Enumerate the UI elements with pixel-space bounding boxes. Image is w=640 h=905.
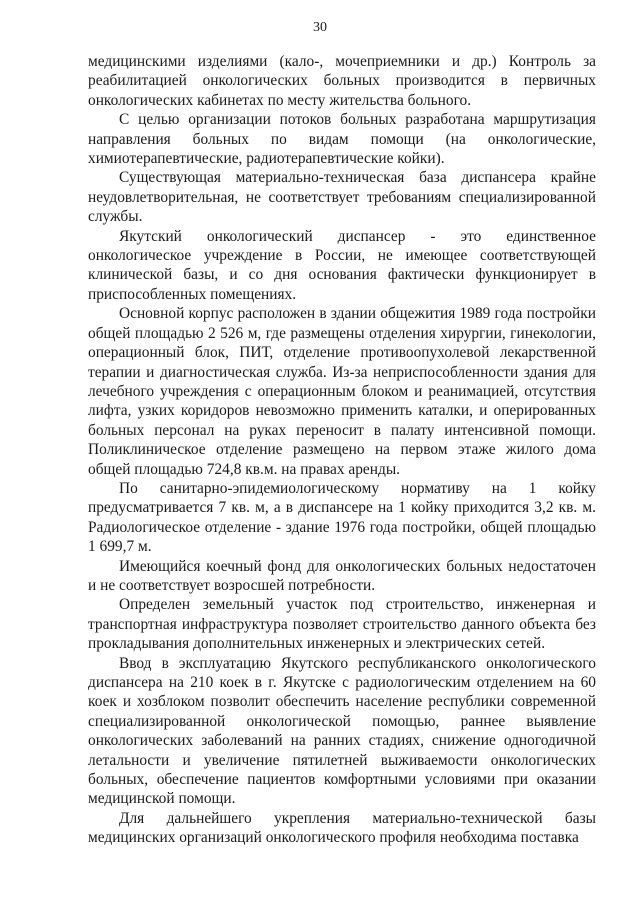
paragraph: С целью организации потоков больных разработана маршрутизация направления больных по видам помощи (на онкологические, химиотерапевтические, радиотерапевтические койки). — [88, 111, 596, 168]
document-body — [88, 52, 596, 848]
paragraph: Существующая материально-техническая база диспансера крайне неудовлетворительная, не соответствует требованиям специализированной службы. — [88, 169, 596, 226]
paragraph: Имеющийся коечный фонд для онкологических больных недостаточен и не соответствует возросшей потребности. — [88, 557, 596, 594]
paragraph: Якутский онкологический диспансер - это единственное онкологическое учреждение в России, не имеющее соответствующей клинической базы, и со дня основания фактически функционирует в приспособленных помещениях. — [88, 227, 596, 303]
page-number: 30 — [313, 20, 327, 35]
paragraph: Определен земельный участок под строительство, инженерная и транспортная инфраструктура позволяет строительство данного объекта без прокладывания дополнительных инженерных и электрических сетей. — [88, 596, 596, 653]
paragraph: По санитарно-эпидемиологическому нормативу на 1 койку предусматривается 7 кв. м, а в диспансере на 1 койку приходится 3,2 кв. м. Радиологическое отделение - здание 1976 года постройки, общей площадью 1 699,7 м. — [88, 479, 596, 556]
paragraph: Ввод в эксплуатацию Якутского республиканского онкологического диспансера на 210 коек в г. Якутске с радиологическим отделением на 60 коек и хозблоком позволит обеспечить население республики современной специализированной онкологической помощью, раннее выявление онкологических заболеваний на ранних стадиях, снижение одногодичной летальности и увеличение пятилетней выживаемости онкологических больных, обеспечение пациентов комфортными условиями при оказании медицинской помощи. — [88, 654, 596, 808]
paragraph: Основной корпус расположен в здании общежития 1989 года постройки общей площадью 2 526 м, где размещены отделения хирургии, гинекологии, операционный блок, ПИТ, отделение противоопухолевой лекарственной терапии и диагностическая служба. Из-за неприспособленности здания для лечебного учреждения с операционным блоком и реанимацией, отсутствия лифта, узких коридоров невозможно применить каталки, и оперированных больных персонал на руках переносит в палату интенсивной помощи. Поликлиническое отделение размещено на первом этаже жилого дома общей площадью 724,8 кв.м. на правах аренды. — [88, 305, 596, 478]
paragraph: медицинскими изделиями (кало-, мочеприемники и др.) Контроль за реабилитацией онкологических больных производится в первичных онкологических кабинетах по месту жительства больного. — [88, 53, 596, 109]
paragraph: Для дальнейшего укрепления материально-технической базы медицинских организаций онкологического профиля необходима поставка — [88, 809, 596, 847]
